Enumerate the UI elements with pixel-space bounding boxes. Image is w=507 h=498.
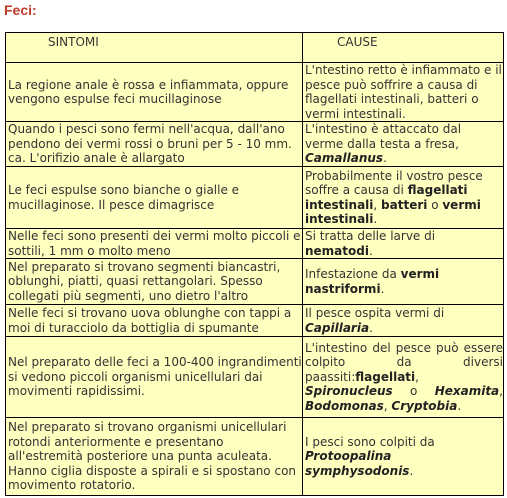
table-row	[6, 259, 504, 305]
species-name: Camallanus	[305, 151, 384, 166]
table-row	[6, 305, 504, 337]
symptom-cell: Quando i pesci sono fermi nell'acqua, dall'ano pendono dei vermi rossi o bruni per 5 - 10 mm. ca. L'orifizio anale è allargato	[6, 122, 303, 167]
symptom-cell: La regione anale è rossa e infiammata, oppure vengono espulse feci mucillaginose	[6, 63, 303, 122]
symptom-cell: Nel preparato si trovano segmenti biancastri, oblunghi, piatti, quasi rettangolari. Spesso collegati più segmenti, uno dietro l'altro	[6, 259, 303, 305]
table-row	[6, 63, 504, 122]
table-row	[6, 229, 504, 259]
table-row	[6, 122, 504, 167]
symptom-cell: Le feci espulse sono bianche o gialle e mucillaginose. Il pesce dimagrisce	[6, 167, 303, 229]
symptom-cell: Nel preparato delle feci a 100-400 ingrandimenti si vedono piccoli organismi unicellulari dai movimenti rapidissimi.	[6, 337, 303, 418]
cause-cell: Probabilmente il vostro pesce soffre a causa di flagellati intestinali, batteri o vermi intestinali.	[303, 167, 504, 229]
table-row	[6, 167, 504, 229]
cause-cell: L'intestino del pesce può essere colpito da diversi paassiti:flagellati, Spironucleus o Hexamita, Bodomonas, Cryptobia.	[303, 337, 504, 418]
symptom-cell: Nelle feci sono presenti dei vermi molto piccoli e sottili, 1 mm o molto meno	[6, 229, 303, 259]
symptoms-causes-table	[5, 32, 504, 496]
cause-cell: Si tratta delle larve di nematodi.	[303, 229, 504, 259]
species-name: Protoopalina symphysodonis	[305, 449, 410, 478]
symptom-cell: Nel preparato si trovano organismi unicellulari rotondi anteriormente e presentano all'estremità posteriore una punta aculeata. Hanno ciglia disposte a spirali e si spostano con movimento rotatorio.	[6, 418, 303, 496]
header-causes: CAUSE	[303, 33, 504, 63]
table-header-row	[6, 33, 504, 63]
table-row	[6, 337, 504, 418]
cause-cell: Il pesce ospita vermi di Capillaria.	[303, 305, 504, 337]
symptom-cell: Nelle feci si trovano uova oblunghe con tappi a moi di turacciolo da bottiglia di spumante	[6, 305, 303, 337]
cause-cell: I pesci sono colpiti da Protoopalina symphysodonis.	[303, 418, 504, 496]
cause-cell: L'intestino è attaccato dal verme dalla testa a fresa, Camallanus.	[303, 122, 504, 167]
cause-cell: Infestazione da vermi nastriformi.	[303, 259, 504, 305]
cause-cell: L'ntestino retto è infiammato e il pesce può soffrire a causa di flagellati intestinali, batteri o vermi intestinali.	[303, 63, 504, 122]
section-heading: Feci:	[4, 2, 37, 18]
species-name: Capillaria	[305, 320, 370, 335]
header-symptoms: SINTOMI	[6, 33, 303, 63]
table-row	[6, 418, 504, 496]
